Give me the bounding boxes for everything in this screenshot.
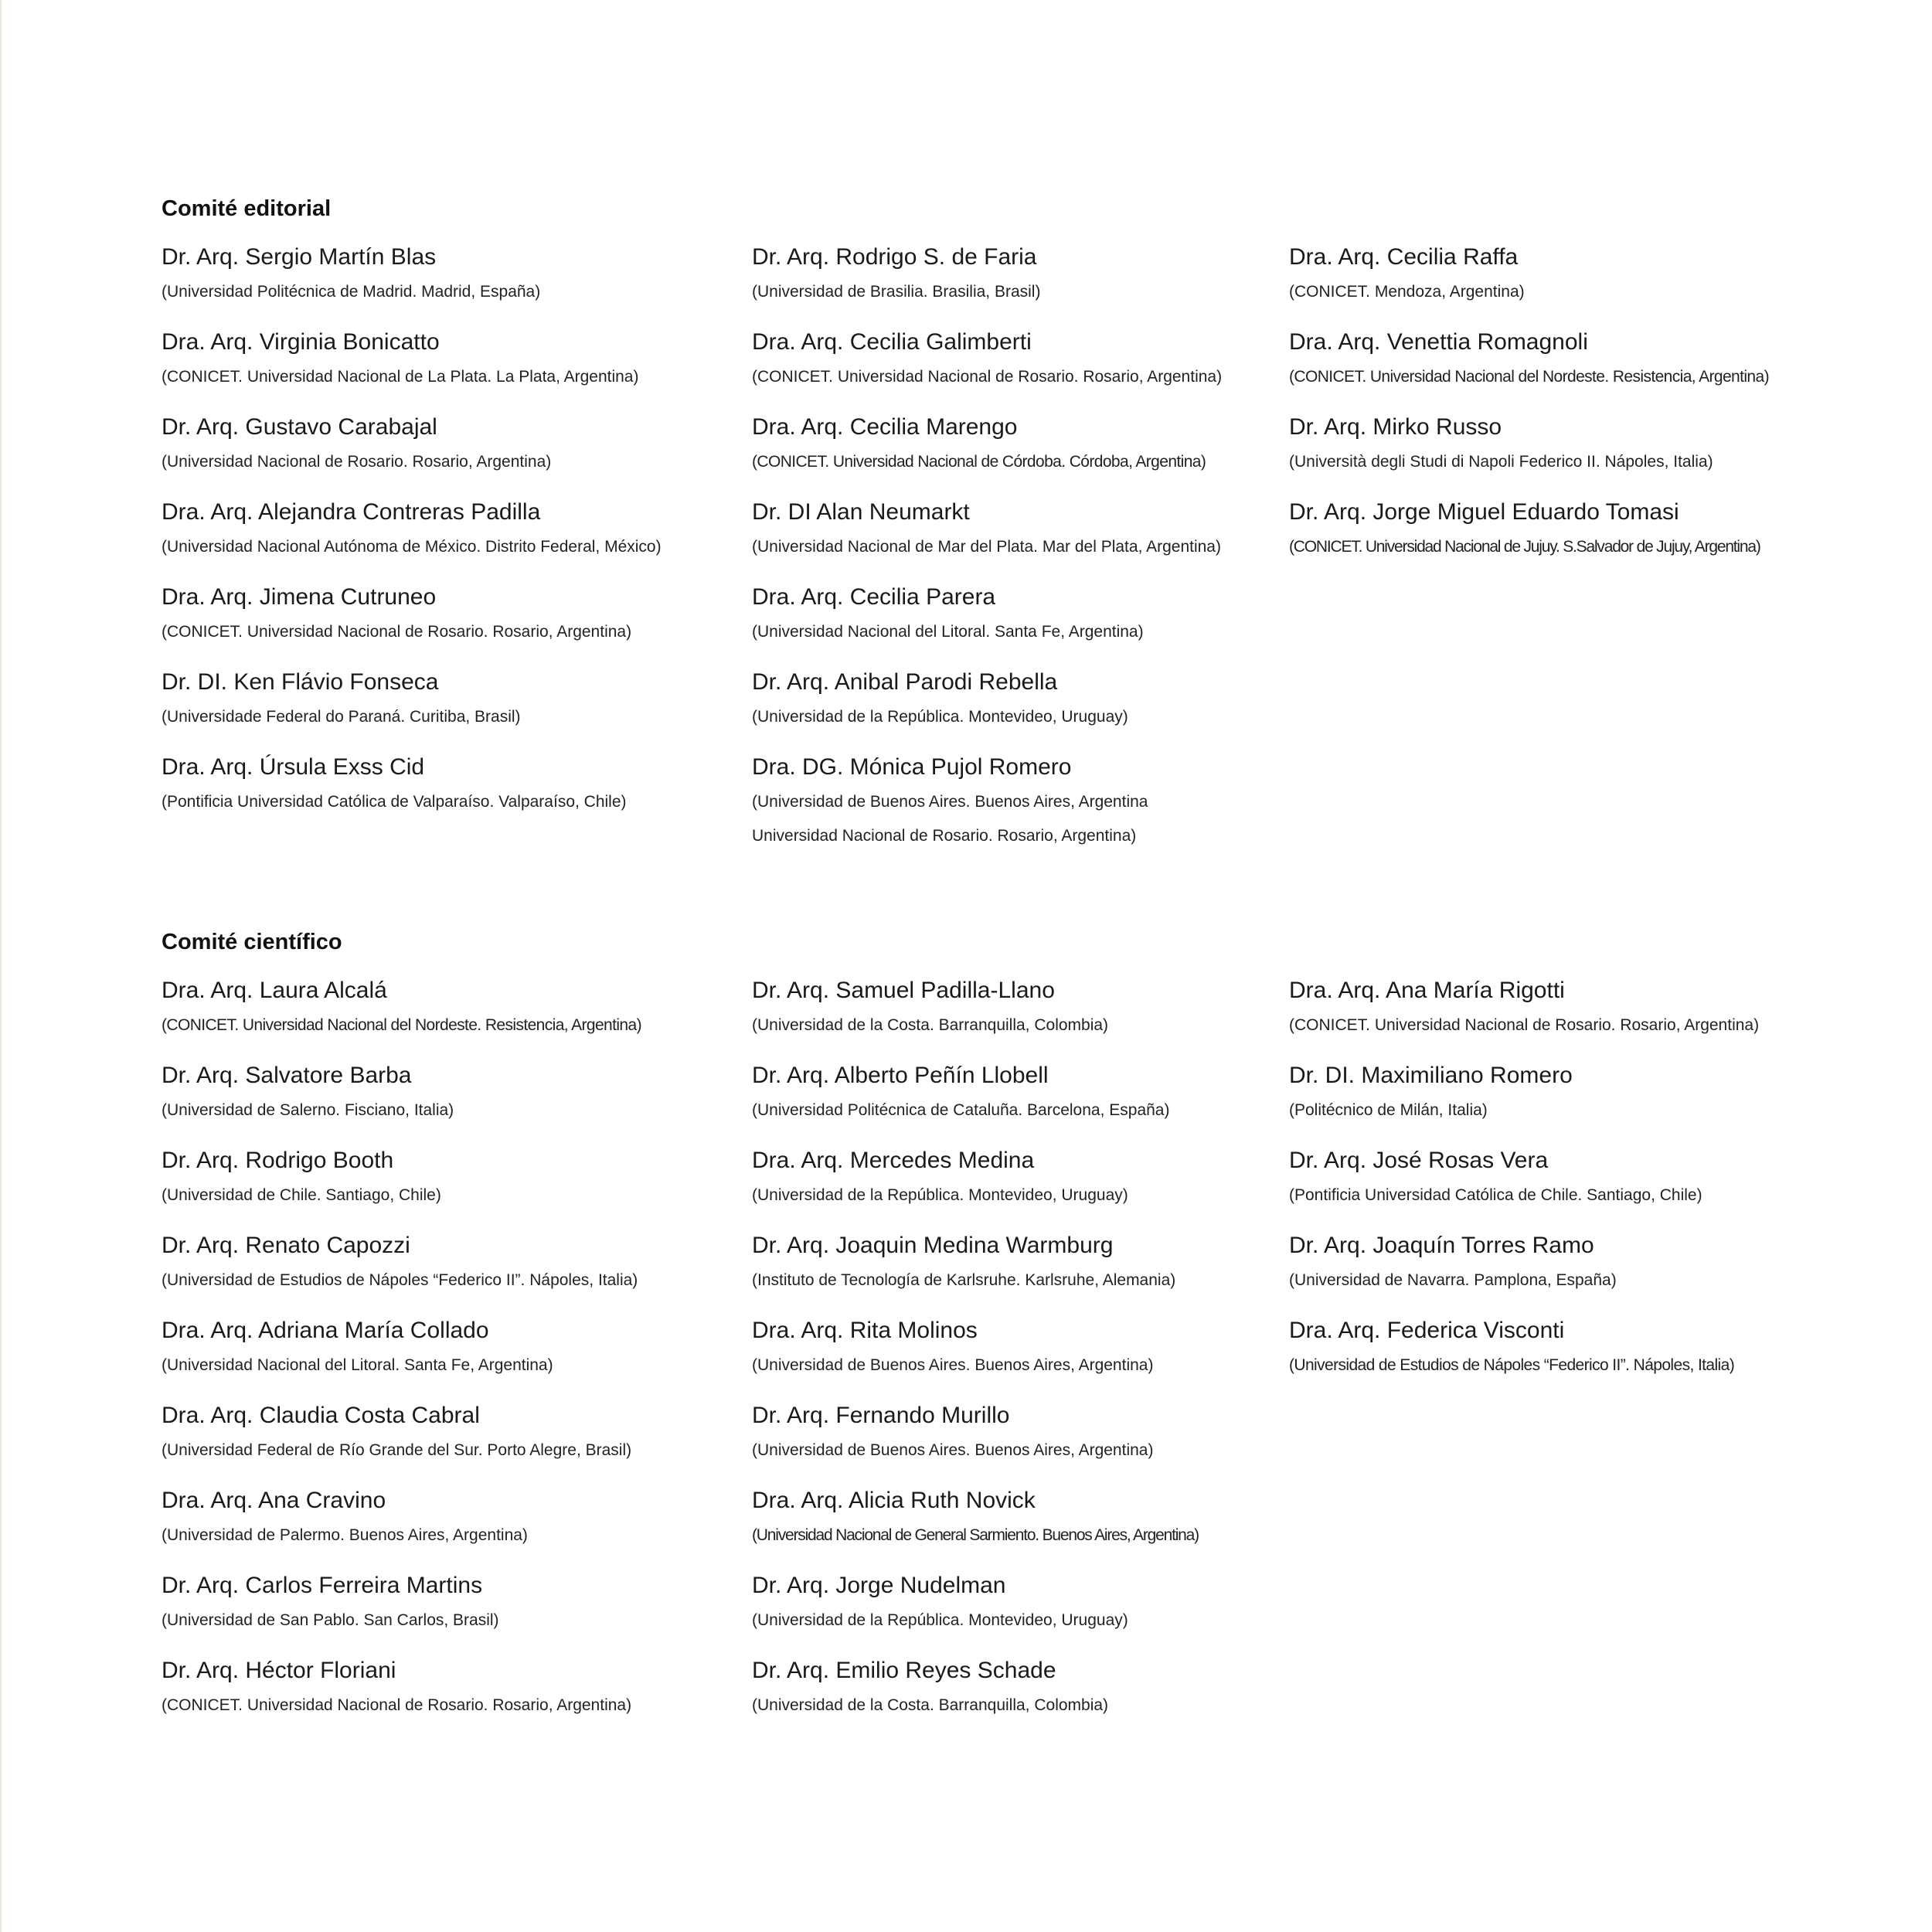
member-entry (752, 1568, 1277, 1638)
member-entry (752, 580, 1277, 649)
member-entry (162, 1228, 733, 1298)
member-affiliation: (Universidade Federal do Paraná. Curitiba, Brasil) (162, 708, 521, 726)
member-entry (162, 1653, 733, 1723)
member-name: Dra. DG. Mónica Pujol Romero (752, 754, 1072, 780)
affiliation-line: Universidad Nacional de Rosario. Rosario, Argentina) (752, 827, 1137, 845)
member-affiliation: (Universidad Nacional Autónoma de México. Distrito Federal, México) (162, 538, 662, 556)
member-affiliation: (Universidad de la República. Montevideo, Uruguay) (752, 708, 1128, 726)
member-name: Dr. Arq. Gustavo Carabajal (162, 414, 437, 440)
member-entry (1289, 240, 1830, 309)
member-name: Dr. Arq. Emilio Reyes Schade (752, 1658, 1056, 1683)
member-entry (162, 1568, 733, 1638)
editorial-column-1 (162, 240, 733, 835)
member-entry (162, 1058, 733, 1128)
member-name: Dr. Arq. Salvatore Barba (162, 1063, 412, 1088)
member-name: Dra. Arq. Ana Cravino (162, 1488, 386, 1513)
member-name: Dr. DI. Ken Flávio Fonseca (162, 669, 439, 695)
member-name: Dr. Arq. Fernando Murillo (752, 1403, 1010, 1428)
member-entry (752, 1398, 1277, 1468)
member-name: Dr. Arq. Joaquin Medina Warmburg (752, 1233, 1114, 1258)
member-entry (752, 495, 1277, 564)
member-affiliation: (CONICET. Universidad Nacional de Rosario. Rosario, Argentina) (162, 623, 632, 641)
member-name: Dra. Arq. Laura Alcalá (162, 978, 387, 1003)
member-entry (752, 750, 1277, 853)
member-entry (752, 240, 1277, 309)
member-name: Dr. Arq. Carlos Ferreira Martins (162, 1573, 483, 1598)
member-affiliation: (Università degli Studi di Napoli Federico II. Nápoles, Italia) (1289, 453, 1713, 471)
member-entry (1289, 973, 1830, 1043)
member-name: Dr. Arq. Mirko Russo (1289, 414, 1502, 440)
member-entry (162, 1483, 733, 1553)
member-affiliation: (Universidad de Brasilia. Brasilia, Brasil) (752, 283, 1041, 301)
scientific-column-1 (162, 973, 733, 1738)
member-entry (162, 973, 733, 1043)
member-name: Dra. Arq. Alicia Ruth Novick (752, 1488, 1036, 1513)
member-name: Dr. Arq. Héctor Floriani (162, 1658, 396, 1683)
member-affiliation: (Universidad de Buenos Aires. Buenos Aires, Argentina) (752, 1441, 1154, 1459)
member-entry (1289, 1058, 1830, 1128)
member-name: Dr. Arq. José Rosas Vera (1289, 1148, 1549, 1173)
member-affiliation: (Universidad Nacional de Rosario. Rosario, Argentina) (162, 453, 552, 471)
member-affiliation: (Universidad de la República. Montevideo, Uruguay) (752, 1186, 1128, 1204)
member-entry (752, 1058, 1277, 1128)
member-affiliation: (Universidad Nacional del Litoral. Santa Fe, Argentina) (162, 1356, 553, 1374)
member-entry (162, 750, 733, 819)
editorial-column-2 (752, 240, 1277, 869)
member-affiliation: (Universidad Federal de Río Grande del Sur. Porto Alegre, Brasil) (162, 1441, 632, 1459)
member-name: Dra. Arq. Úrsula Exss Cid (162, 754, 425, 780)
member-entry (752, 325, 1277, 394)
editorial-column-3 (1289, 240, 1830, 580)
member-affiliation: (Universidad Politécnica de Cataluña. Barcelona, España) (752, 1101, 1170, 1119)
member-name: Dr. DI. Maximiliano Romero (1289, 1063, 1573, 1088)
member-name: Dra. Arq. Virginia Bonicatto (162, 329, 440, 355)
member-name: Dra. Arq. Venettia Romagnoli (1289, 329, 1588, 355)
member-name: Dra. Arq. Rita Molinos (752, 1318, 978, 1343)
member-name: Dr. Arq. Jorge Nudelman (752, 1573, 1006, 1598)
member-affiliation: (Pontificia Universidad Católica de Chile. Santiago, Chile) (1289, 1186, 1702, 1204)
member-entry (1289, 1228, 1830, 1298)
member-name: Dra. Arq. Cecilia Raffa (1289, 244, 1519, 270)
member-entry (162, 1398, 733, 1468)
member-entry (162, 495, 733, 564)
member-entry (162, 240, 733, 309)
member-name: Dra. Arq. Ana María Rigotti (1289, 978, 1565, 1003)
member-entry (1289, 410, 1830, 479)
member-name: Dr. Arq. Sergio Martín Blas (162, 244, 437, 270)
member-affiliation: (Instituto de Tecnología de Karlsruhe. Karlsruhe, Alemania) (752, 1271, 1176, 1289)
member-name: Dra. Arq. Federica Visconti (1289, 1318, 1565, 1343)
member-affiliation: (Universidad de la Costa. Barranquilla, Colombia) (752, 1016, 1109, 1034)
member-name: Dra. Arq. Jimena Cutruneo (162, 584, 437, 610)
member-name: Dra. Arq. Claudia Costa Cabral (162, 1403, 480, 1428)
member-name: Dra. Arq. Cecilia Marengo (752, 414, 1018, 440)
member-entry (162, 410, 733, 479)
member-affiliation: (Universidad de Estudios de Nápoles “Federico II”. Nápoles, Italia) (1289, 1356, 1735, 1374)
member-name: Dra. Arq. Cecilia Parera (752, 584, 996, 610)
member-affiliation: (Universidad de Chile. Santiago, Chile) (162, 1186, 441, 1204)
member-name: Dr. Arq. Jorge Miguel Eduardo Tomasi (1289, 499, 1679, 525)
member-name: Dr. Arq. Samuel Padilla-Llano (752, 978, 1055, 1003)
scientific-columns (162, 973, 1823, 1823)
member-affiliation: (CONICET. Universidad Nacional de Rosario. Rosario, Argentina) (162, 1696, 632, 1714)
member-entry (162, 1143, 733, 1213)
member-affiliation: (Politécnico de Milán, Italia) (1289, 1101, 1488, 1119)
member-affiliation: (Universidad de la Costa. Barranquilla, Colombia) (752, 1696, 1109, 1714)
member-affiliation: (Universidad de San Pablo. San Carlos, Brasil) (162, 1611, 499, 1629)
member-name: Dr. Arq. Alberto Peñín Llobell (752, 1063, 1049, 1088)
member-entry (752, 973, 1277, 1043)
member-affiliation: (Universidad Nacional de Mar del Plata. Mar del Plata, Argentina) (752, 538, 1221, 556)
member-affiliation: (Universidad de Salerno. Fisciano, Italia) (162, 1101, 454, 1119)
member-name: Dr. Arq. Rodrigo S. de Faria (752, 244, 1037, 270)
member-entry (1289, 495, 1830, 564)
scientific-committee-section (162, 923, 1823, 1823)
member-affiliation: (Universidad de la República. Montevideo, Uruguay) (752, 1611, 1128, 1629)
member-affiliation: (Universidad de Buenos Aires. Buenos Aires, Argentina) (752, 1356, 1154, 1374)
member-entry (1289, 1313, 1830, 1383)
member-affiliation: (CONICET. Mendoza, Argentina) (1289, 283, 1525, 301)
scientific-column-2 (752, 973, 1277, 1738)
member-affiliation: (Pontificia Universidad Católica de Valparaíso. Valparaíso, Chile) (162, 793, 627, 811)
member-entry (752, 1313, 1277, 1383)
member-entry (1289, 325, 1830, 394)
member-affiliation: (CONICET. Universidad Nacional del Nordeste. Resistencia, Argentina) (162, 1016, 641, 1034)
member-affiliation: (CONICET. Universidad Nacional del Nordeste. Resistencia, Argentina) (1289, 368, 1769, 386)
section-title-editorial: Comité editorial (162, 196, 332, 221)
member-affiliation: (CONICET. Universidad Nacional de Rosario. Rosario, Argentina) (1289, 1016, 1760, 1034)
member-entry (752, 1653, 1277, 1723)
member-entry (162, 665, 733, 734)
scientific-column-3 (1289, 973, 1830, 1398)
member-name: Dr. Arq. Joaquín Torres Ramo (1289, 1233, 1594, 1258)
member-affiliation: (CONICET. Universidad Nacional de Jujuy. S.Salvador de Jujuy, Argentina) (1289, 538, 1760, 556)
member-entry (162, 325, 733, 394)
member-name: Dra. Arq. Adriana María Collado (162, 1318, 489, 1343)
member-name: Dra. Arq. Alejandra Contreras Padilla (162, 499, 541, 525)
member-affiliation: (Universidad de Navarra. Pamplona, España) (1289, 1271, 1617, 1289)
member-entry (752, 1228, 1277, 1298)
member-entry (162, 580, 733, 649)
member-affiliation (752, 785, 1277, 853)
member-name: Dra. Arq. Mercedes Medina (752, 1148, 1035, 1173)
member-entry (752, 1143, 1277, 1213)
member-name: Dr. DI Alan Neumarkt (752, 499, 970, 525)
member-affiliation: (Universidad de Palermo. Buenos Aires, Argentina) (162, 1526, 528, 1544)
member-entry (1289, 1143, 1830, 1213)
member-affiliation: (CONICET. Universidad Nacional de La Plata. La Plata, Argentina) (162, 368, 639, 386)
member-entry (752, 665, 1277, 734)
member-name: Dr. Arq. Rodrigo Booth (162, 1148, 394, 1173)
member-affiliation: (CONICET. Universidad Nacional de Córdoba. Córdoba, Argentina) (752, 453, 1206, 471)
affiliation-line: (Universidad de Buenos Aires. Buenos Aires, Argentina (752, 793, 1148, 811)
member-entry (162, 1313, 733, 1383)
member-affiliation: (Universidad de Estudios de Nápoles “Federico II”. Nápoles, Italia) (162, 1271, 638, 1289)
member-name: Dr. Arq. Anibal Parodi Rebella (752, 669, 1058, 695)
member-affiliation: (Universidad Nacional de General Sarmiento. Buenos Aires, Argentina) (752, 1526, 1199, 1544)
member-affiliation: (Universidad Nacional del Litoral. Santa Fe, Argentina) (752, 623, 1144, 641)
member-affiliation: (Universidad Politécnica de Madrid. Madrid, España) (162, 283, 541, 301)
member-name: Dra. Arq. Cecilia Galimberti (752, 329, 1032, 355)
section-title-scientific: Comité científico (162, 930, 342, 954)
member-affiliation: (CONICET. Universidad Nacional de Rosario. Rosario, Argentina) (752, 368, 1223, 386)
left-border-line (0, 0, 2, 1932)
member-entry (752, 410, 1277, 479)
member-entry (752, 1483, 1277, 1553)
member-name: Dr. Arq. Renato Capozzi (162, 1233, 410, 1258)
